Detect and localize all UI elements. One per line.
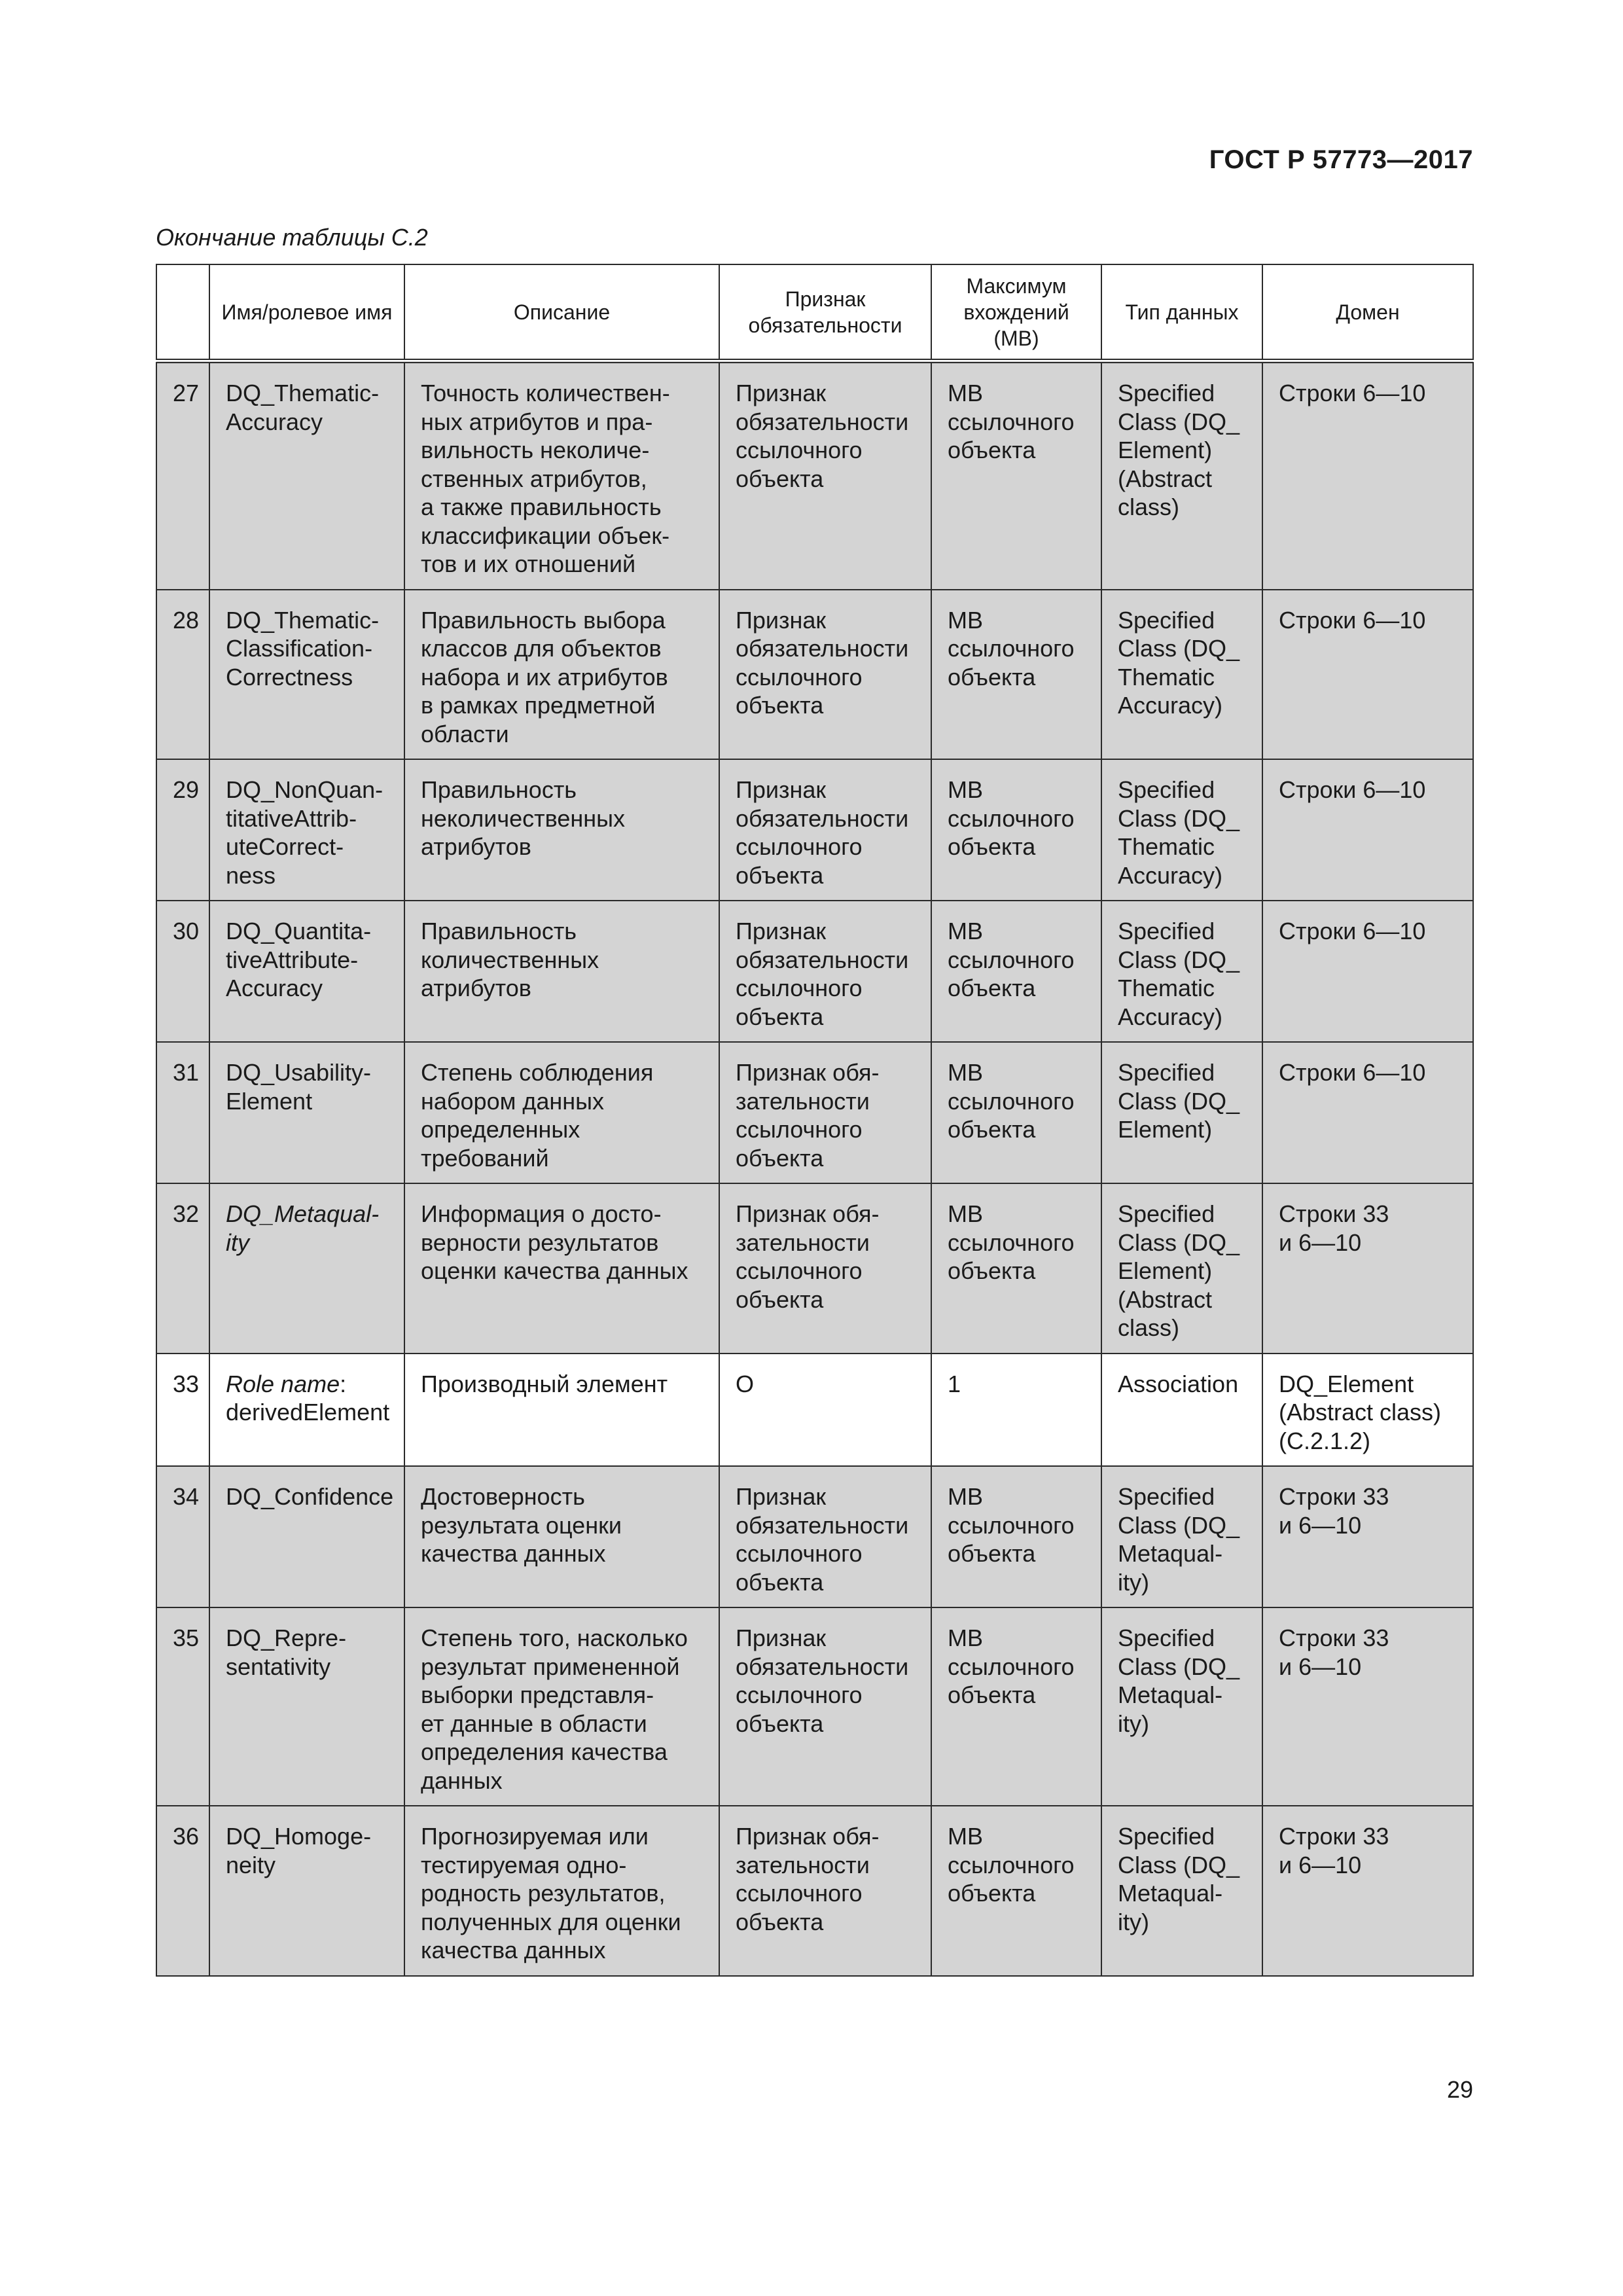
cell-text-line: в рамках предметной bbox=[421, 692, 656, 719]
data-type-cell bbox=[1101, 759, 1262, 901]
cell-text-line: атрибутов bbox=[421, 975, 531, 1001]
cell-text-line: объекта bbox=[736, 861, 824, 889]
max-occurrence-cell bbox=[931, 361, 1101, 590]
cell-text-line: ссылочного bbox=[736, 1540, 863, 1567]
header-data-type: Тип данных bbox=[1101, 264, 1262, 361]
cell-text-line: ссылочного bbox=[948, 408, 1075, 435]
domain-cell bbox=[1262, 361, 1473, 590]
cell-text-line: Class (DQ_ bbox=[1118, 1229, 1240, 1256]
cell-text-line: Thematic bbox=[1118, 975, 1215, 1001]
cell-text-line: Строки 6—10 bbox=[1279, 776, 1426, 803]
cell-text-line: Достоверность bbox=[421, 1483, 585, 1510]
cell-text-line: DQ_Homoge- bbox=[226, 1823, 372, 1850]
cell-text-line: Правильность bbox=[421, 776, 577, 803]
cell-text-line: ссылочного bbox=[948, 1229, 1075, 1256]
obligation-cell bbox=[719, 1466, 931, 1607]
cell-text-line: ity bbox=[226, 1229, 249, 1256]
obligation-cell bbox=[719, 361, 931, 590]
cell-text-line: Association bbox=[1118, 1370, 1239, 1397]
obligation-cell bbox=[719, 901, 931, 1042]
max-occurrence-cell bbox=[931, 1354, 1101, 1467]
cell-text-line: качества данных bbox=[421, 1937, 606, 1964]
name-cell bbox=[209, 1354, 404, 1467]
name-cell bbox=[209, 1042, 404, 1183]
cell-text-line: атрибутов bbox=[421, 833, 531, 860]
cell-text-line: Строки 33 bbox=[1279, 1624, 1389, 1651]
max-occurrence-cell bbox=[931, 1806, 1101, 1976]
cell-text-line: Информация о досто- bbox=[421, 1200, 662, 1227]
cell-text-line: классификации объек- bbox=[421, 522, 670, 549]
name-cell bbox=[209, 901, 404, 1042]
cell-text-line: (C.2.1.2) bbox=[1279, 1427, 1371, 1454]
cell-text-line: Accuracy bbox=[226, 975, 323, 1001]
cell-text-line: Признак bbox=[736, 1624, 827, 1651]
obligation-cell bbox=[719, 1354, 931, 1467]
obligation-cell bbox=[719, 759, 931, 901]
cell-text-line: Metaqual- bbox=[1118, 1880, 1223, 1907]
domain-cell bbox=[1262, 1042, 1473, 1183]
cell-text-line: DQ_Quantita- bbox=[226, 918, 372, 944]
cell-text-line: MB bbox=[948, 776, 983, 803]
cell-text-line: объекта bbox=[736, 692, 824, 719]
cell-text-line: Class (DQ_ bbox=[1118, 408, 1240, 435]
cell-text-line: данных bbox=[421, 1767, 503, 1794]
description-cell bbox=[404, 1806, 719, 1976]
cell-text-line: ссылочного bbox=[736, 1880, 863, 1907]
domain-cell bbox=[1262, 759, 1473, 901]
name-cell bbox=[209, 1183, 404, 1354]
cell-text-line: Class (DQ_ bbox=[1118, 1653, 1240, 1680]
cell-text-line: Specified bbox=[1118, 1624, 1215, 1651]
cell-text-line: тестируемая одно- bbox=[421, 1851, 627, 1878]
cell-text-line: требований bbox=[421, 1144, 549, 1172]
cell-text-line: объекта bbox=[736, 1144, 824, 1172]
cell-text-line: neity bbox=[226, 1851, 276, 1878]
data-type-cell bbox=[1101, 1607, 1262, 1806]
cell-text-line: Specified bbox=[1118, 918, 1215, 944]
header-max-occurrence: Максимум вхождений (MB) bbox=[931, 264, 1101, 361]
table-header-row bbox=[156, 264, 1473, 361]
cell-text-line: и 6—10 bbox=[1279, 1229, 1362, 1256]
obligation-cell bbox=[719, 1183, 931, 1354]
max-occurrence-cell bbox=[931, 1042, 1101, 1183]
cell-text-line: Правильность выбора bbox=[421, 606, 666, 634]
obligation-cell bbox=[719, 1806, 931, 1976]
cell-text-line: ссылочного bbox=[948, 946, 1075, 973]
cell-text-line: DQ_Element bbox=[1279, 1370, 1414, 1397]
data-type-cell bbox=[1101, 1466, 1262, 1607]
cell-text-line: зательности bbox=[736, 1229, 870, 1256]
cell-text-line: Element) bbox=[1118, 1116, 1213, 1143]
description-cell bbox=[404, 1183, 719, 1354]
max-occurrence-cell bbox=[931, 901, 1101, 1042]
cell-text-line: DQ_Thematic- bbox=[226, 380, 380, 406]
cell-text-line: объекта bbox=[736, 1003, 824, 1030]
cell-text-line: определенных bbox=[421, 1116, 580, 1143]
cell-text-line: DQ_Repre- bbox=[226, 1624, 347, 1651]
cell-text-line: ссылочного bbox=[736, 1116, 863, 1143]
name-cell bbox=[209, 590, 404, 760]
cell-text-line: объекта bbox=[736, 1908, 824, 1935]
table-row bbox=[156, 1183, 1473, 1354]
description-cell bbox=[404, 361, 719, 590]
domain-cell bbox=[1262, 1607, 1473, 1806]
cell-text-line: ity) bbox=[1118, 1908, 1149, 1935]
cell-text-line: MB bbox=[948, 1200, 983, 1227]
description-cell bbox=[404, 1466, 719, 1607]
row-number-cell: 30 bbox=[156, 901, 209, 1042]
cell-text-line: тов и их отношений bbox=[421, 550, 636, 577]
description-cell bbox=[404, 1354, 719, 1467]
table-row bbox=[156, 590, 1473, 760]
cell-text-line: sentativity bbox=[226, 1653, 331, 1680]
cell-text-line: ссылочного bbox=[948, 1851, 1075, 1878]
cell-text-line: ственных атрибутов, bbox=[421, 465, 647, 492]
role-name-colon: : bbox=[340, 1370, 347, 1397]
cell-text-line: MB bbox=[948, 1059, 983, 1086]
data-type-cell bbox=[1101, 1354, 1262, 1467]
cell-text-line: обязательности bbox=[736, 635, 909, 662]
domain-cell bbox=[1262, 1354, 1473, 1467]
cell-text-line: Признак bbox=[736, 918, 827, 944]
cell-text-line: Specified bbox=[1118, 776, 1215, 803]
cell-text-line: и 6—10 bbox=[1279, 1511, 1362, 1539]
cell-text-line: (Abstract bbox=[1118, 1285, 1213, 1313]
data-type-cell bbox=[1101, 1806, 1262, 1976]
cell-text-line: (Abstract bbox=[1118, 465, 1213, 492]
row-number-cell: 33 bbox=[156, 1354, 209, 1467]
data-type-cell bbox=[1101, 1042, 1262, 1183]
description-cell bbox=[404, 901, 719, 1042]
cell-text-line: Element) bbox=[1118, 1257, 1213, 1284]
cell-text-line: родность результатов, bbox=[421, 1880, 666, 1907]
cell-text-line: class) bbox=[1118, 1314, 1180, 1341]
cell-text-line: Correctness bbox=[226, 663, 353, 691]
row-number-cell: 36 bbox=[156, 1806, 209, 1976]
cell-text-line: оценки качества данных bbox=[421, 1257, 688, 1284]
cell-text-line: ссылочного bbox=[736, 663, 863, 691]
max-occurrence-cell bbox=[931, 1607, 1101, 1806]
cell-text-line: ных атрибутов и пра- bbox=[421, 408, 653, 435]
description-cell bbox=[404, 759, 719, 901]
cell-text-line: Specified bbox=[1118, 1483, 1215, 1510]
cell-text-line: результата оценки bbox=[421, 1511, 622, 1539]
cell-text-line: ссылочного bbox=[948, 1087, 1075, 1115]
cell-text-line: объекта bbox=[736, 1710, 824, 1737]
cell-text-line: Строки 33 bbox=[1279, 1823, 1389, 1850]
cell-text-line: Признак bbox=[736, 1483, 827, 1510]
cell-text-line: MB bbox=[948, 1483, 983, 1510]
description-cell bbox=[404, 1607, 719, 1806]
cell-text-line: объекта bbox=[948, 1257, 1036, 1284]
max-occurrence-cell bbox=[931, 1183, 1101, 1354]
cell-text-line: tiveAttribute- bbox=[226, 946, 359, 973]
document-code: ГОСТ Р 57773—2017 bbox=[1209, 145, 1473, 174]
cell-text-line: объекта bbox=[948, 1880, 1036, 1907]
row-number-cell: 31 bbox=[156, 1042, 209, 1183]
cell-text-line: Признак bbox=[736, 776, 827, 803]
table-row bbox=[156, 1806, 1473, 1976]
cell-text-line: зательности bbox=[736, 1087, 870, 1115]
cell-text-line: объекта bbox=[736, 1568, 824, 1596]
cell-text-line: DQ_NonQuan- bbox=[226, 776, 383, 803]
cell-text-line: полученных для оценки bbox=[421, 1908, 681, 1935]
cell-text-line: верности результатов bbox=[421, 1229, 659, 1256]
row-number-cell: 29 bbox=[156, 759, 209, 901]
name-cell bbox=[209, 1607, 404, 1806]
cell-text-line: ссылочного bbox=[948, 635, 1075, 662]
cell-text-line: качества данных bbox=[421, 1540, 606, 1567]
cell-text-line: Class (DQ_ bbox=[1118, 1851, 1240, 1878]
cell-text-line: набором данных bbox=[421, 1087, 605, 1115]
cell-text-line: derivedElement bbox=[226, 1399, 390, 1426]
cell-text-line: O bbox=[736, 1370, 755, 1397]
max-occurrence-cell bbox=[931, 759, 1101, 901]
cell-text-line: Accuracy) bbox=[1118, 692, 1223, 719]
cell-text-line: Строки 33 bbox=[1279, 1483, 1389, 1510]
page-number: 29 bbox=[1446, 2076, 1473, 2103]
name-cell bbox=[209, 759, 404, 901]
cell-text-line: Metaqual- bbox=[1118, 1681, 1223, 1708]
cell-text-line: titativeAttrib- bbox=[226, 804, 357, 832]
cell-text-line: DQ_Metaqual- bbox=[226, 1200, 380, 1227]
obligation-cell bbox=[719, 1042, 931, 1183]
cell-text-line: class) bbox=[1118, 493, 1180, 520]
cell-text-line: Правильность bbox=[421, 918, 577, 944]
cell-text-line: ет данные в области bbox=[421, 1710, 647, 1737]
cell-text-line: ity) bbox=[1118, 1568, 1149, 1596]
cell-text-line: Точность количествен- bbox=[421, 380, 670, 406]
cell-text-line: ссылочного bbox=[948, 1653, 1075, 1680]
cell-text-line: области bbox=[421, 720, 509, 747]
cell-text-line: Class (DQ_ bbox=[1118, 1511, 1240, 1539]
data-type-cell bbox=[1101, 361, 1262, 590]
cell-text-line: и 6—10 bbox=[1279, 1851, 1362, 1878]
cell-text-line: ness bbox=[226, 861, 276, 889]
row-number-cell: 28 bbox=[156, 590, 209, 760]
cell-text-line: Степень того, насколько bbox=[421, 1624, 688, 1651]
name-cell bbox=[209, 361, 404, 590]
cell-text-line: Class (DQ_ bbox=[1118, 804, 1240, 832]
cell-text-line: вильность неколиче- bbox=[421, 437, 650, 463]
cell-text-line: количественных bbox=[421, 946, 599, 973]
cell-text-line: Признак bbox=[736, 606, 827, 634]
cell-text-line: Степень соблюдения bbox=[421, 1059, 654, 1086]
header-name: Имя/ролевое имя bbox=[209, 264, 404, 361]
cell-text-line: MB bbox=[948, 606, 983, 634]
cell-text-line: ссылочного bbox=[736, 1681, 863, 1708]
header-description: Описание bbox=[404, 264, 719, 361]
cell-text-line: DQ_Thematic- bbox=[226, 606, 380, 634]
cell-text-line: а также правильность bbox=[421, 493, 662, 520]
cell-text-line: Accuracy bbox=[226, 408, 323, 435]
cell-text-line: объекта bbox=[948, 1116, 1036, 1143]
cell-text-line: обязательности bbox=[736, 408, 909, 435]
cell-text-line: объекта bbox=[736, 465, 824, 492]
cell-text-line: Specified bbox=[1118, 606, 1215, 634]
row-number-cell: 32 bbox=[156, 1183, 209, 1354]
cell-text-line: Specified bbox=[1118, 1200, 1215, 1227]
cell-text-line: ссылочного bbox=[948, 804, 1075, 832]
row-number-cell: 27 bbox=[156, 361, 209, 590]
cell-text-line: Признак bbox=[736, 380, 827, 406]
domain-cell bbox=[1262, 901, 1473, 1042]
domain-cell bbox=[1262, 1806, 1473, 1976]
table-row bbox=[156, 1354, 1473, 1467]
table-body bbox=[156, 361, 1473, 1976]
cell-text-line: Строки 6—10 bbox=[1279, 380, 1426, 406]
obligation-cell bbox=[719, 1607, 931, 1806]
cell-text-line: Class (DQ_ bbox=[1118, 946, 1240, 973]
cell-text-line: Признак обя- bbox=[736, 1823, 880, 1850]
cell-text-line: обязательности bbox=[736, 1511, 909, 1539]
obligation-cell bbox=[719, 590, 931, 760]
cell-text-line: объекта bbox=[736, 1285, 824, 1313]
cell-text-line: Class (DQ_ bbox=[1118, 1087, 1240, 1115]
cell-text-line: Строки 6—10 bbox=[1279, 606, 1426, 634]
table-caption: Окончание таблицы C.2 bbox=[156, 224, 428, 251]
cell-text-line: набора и их атрибутов bbox=[421, 663, 668, 691]
cell-text-line: ссылочного bbox=[736, 1257, 863, 1284]
cell-text-line: Element) bbox=[1118, 437, 1213, 463]
description-cell bbox=[404, 1042, 719, 1183]
role-name-line bbox=[226, 1370, 392, 1399]
cell-text-line: Specified bbox=[1118, 1823, 1215, 1850]
cell-text-line: Признак обя- bbox=[736, 1059, 880, 1086]
cell-text-line: объекта bbox=[948, 1540, 1036, 1567]
cell-text-line: ity) bbox=[1118, 1710, 1149, 1737]
role-name-label: Role name bbox=[226, 1370, 340, 1397]
table-row bbox=[156, 901, 1473, 1042]
cell-text-line: зательности bbox=[736, 1851, 870, 1878]
domain-cell bbox=[1262, 1183, 1473, 1354]
cell-text-line: и 6—10 bbox=[1279, 1653, 1362, 1680]
cell-text-line: определения качества bbox=[421, 1738, 668, 1765]
cell-text-line: DQ_Confidence bbox=[226, 1483, 394, 1510]
table-row bbox=[156, 361, 1473, 590]
cell-text-line: обязательности bbox=[736, 1653, 909, 1680]
table-row bbox=[156, 1466, 1473, 1607]
cell-text-line: MB bbox=[948, 380, 983, 406]
cell-text-line: неколичественных bbox=[421, 804, 626, 832]
cell-text-line: Строки 6—10 bbox=[1279, 1059, 1426, 1086]
cell-text-line: объекта bbox=[948, 1681, 1036, 1708]
cell-text-line: обязательности bbox=[736, 946, 909, 973]
cell-text-line: Specified bbox=[1118, 1059, 1215, 1086]
cell-text-line: результат примененной bbox=[421, 1653, 680, 1680]
cell-text-line: ссылочного bbox=[736, 975, 863, 1001]
cell-text-line: Строки 33 bbox=[1279, 1200, 1389, 1227]
domain-cell bbox=[1262, 1466, 1473, 1607]
data-type-cell bbox=[1101, 1183, 1262, 1354]
cell-text-line: Строки 6—10 bbox=[1279, 918, 1426, 944]
data-table bbox=[156, 264, 1474, 1977]
name-cell bbox=[209, 1806, 404, 1976]
cell-text-line: 1 bbox=[948, 1370, 961, 1397]
table-row bbox=[156, 759, 1473, 901]
cell-text-line: MB bbox=[948, 918, 983, 944]
cell-text-line: Thematic bbox=[1118, 833, 1215, 860]
domain-cell bbox=[1262, 590, 1473, 760]
cell-text-line: Прогнозируемая или bbox=[421, 1823, 649, 1850]
cell-text-line: выборки представля- bbox=[421, 1681, 654, 1708]
cell-text-line: Class (DQ_ bbox=[1118, 635, 1240, 662]
table-row bbox=[156, 1042, 1473, 1183]
data-type-cell bbox=[1101, 590, 1262, 760]
cell-text-line: ссылочного bbox=[948, 1511, 1075, 1539]
cell-text-line: Признак обя- bbox=[736, 1200, 880, 1227]
cell-text-line: MB bbox=[948, 1823, 983, 1850]
cell-text-line: объекта bbox=[948, 663, 1036, 691]
cell-text-line: Thematic bbox=[1118, 663, 1215, 691]
cell-text-line: ссылочного bbox=[736, 833, 863, 860]
cell-text-line: Accuracy) bbox=[1118, 861, 1223, 889]
max-occurrence-cell bbox=[931, 1466, 1101, 1607]
max-occurrence-cell bbox=[931, 590, 1101, 760]
row-number-cell: 35 bbox=[156, 1607, 209, 1806]
cell-text-line: объекта bbox=[948, 833, 1036, 860]
cell-text-line: DQ_Usability- bbox=[226, 1059, 372, 1086]
name-cell bbox=[209, 1466, 404, 1607]
cell-text-line: Element bbox=[226, 1087, 313, 1115]
cell-text-line: классов для объектов bbox=[421, 635, 662, 662]
header-number bbox=[156, 264, 209, 361]
cell-text-line: обязательности bbox=[736, 804, 909, 832]
cell-text-line: объекта bbox=[948, 437, 1036, 463]
header-obligation: Признак обязательности bbox=[719, 264, 931, 361]
cell-text-line: Classification- bbox=[226, 635, 373, 662]
data-type-cell bbox=[1101, 901, 1262, 1042]
cell-text-line: Specified bbox=[1118, 380, 1215, 406]
cell-text-line: uteCorrect- bbox=[226, 833, 344, 860]
row-number-cell: 34 bbox=[156, 1466, 209, 1607]
table-row bbox=[156, 1607, 1473, 1806]
cell-text-line: (Abstract class) bbox=[1279, 1399, 1442, 1426]
cell-text-line: ссылочного bbox=[736, 437, 863, 463]
cell-text-line: объекта bbox=[948, 975, 1036, 1001]
cell-text-line: Metaqual- bbox=[1118, 1540, 1223, 1567]
cell-text-line: Accuracy) bbox=[1118, 1003, 1223, 1030]
description-cell bbox=[404, 590, 719, 760]
cell-text-line: Производный элемент bbox=[421, 1370, 668, 1397]
header-domain: Домен bbox=[1262, 264, 1473, 361]
cell-text-line: MB bbox=[948, 1624, 983, 1651]
